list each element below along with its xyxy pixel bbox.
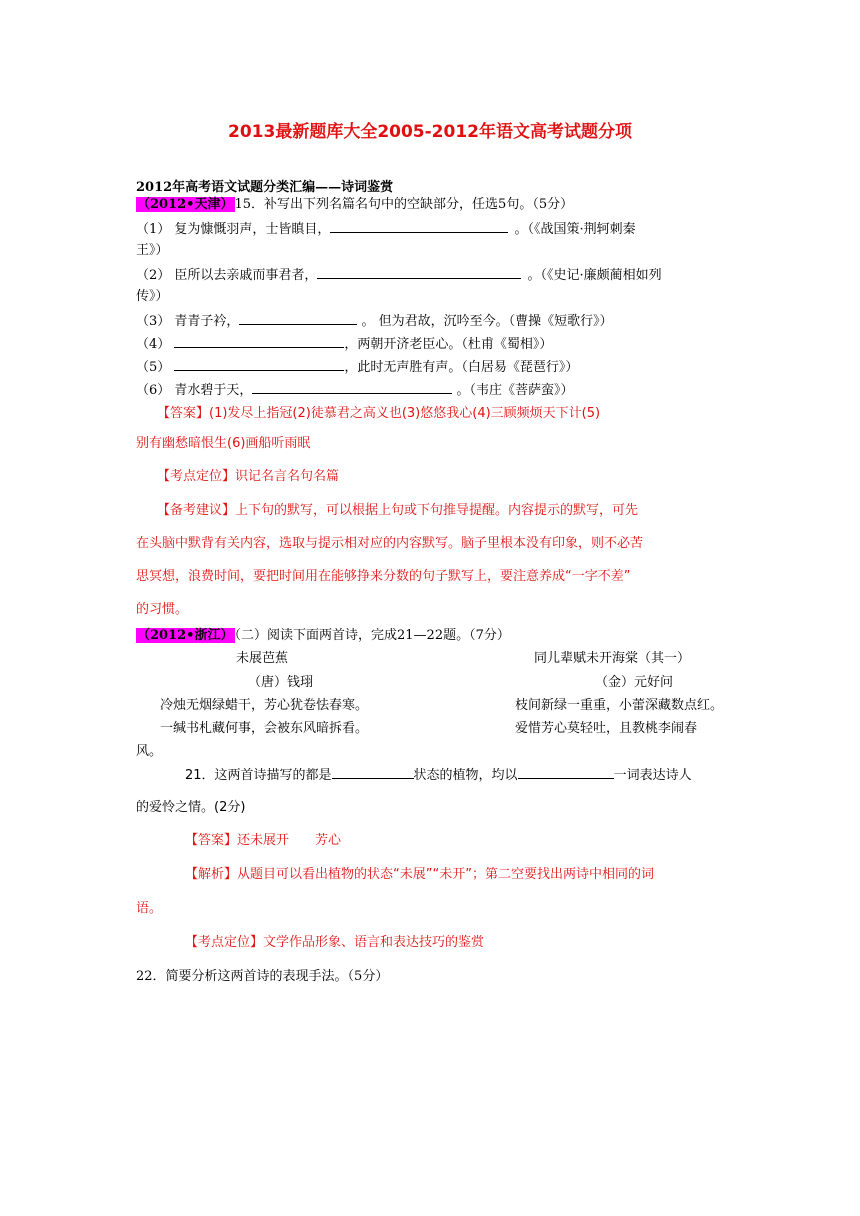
item-number: （1） <box>136 222 171 237</box>
item-source: ，两朝开济老臣心。（杜甫《蜀相》） <box>344 337 553 352</box>
zhejiang-intro <box>136 625 510 647</box>
poem2-author: （金）元好问 <box>595 675 674 690</box>
tianjin-answer-l1: 【答案】(1)发尽上指冠(2)徒慕君之高义也(3)悠悠我心(4)三顾频烦天下计(5) <box>157 406 601 421</box>
section-heading: 2012年高考语文试题分类汇编——诗词鉴赏 <box>136 180 394 195</box>
q21-text-c: 一词表达诗人 <box>613 768 692 783</box>
item-2-cont: 传》） <box>136 289 169 304</box>
q21-answer: 【答案】还未展开 芳心 <box>185 833 342 848</box>
tianjin-source-tag: （2012•天津） <box>137 197 234 212</box>
item-5 <box>136 356 578 379</box>
zhejiang-source-tag: （2012•浙江） <box>137 628 234 643</box>
tianjin-question <box>136 194 573 216</box>
poem1-title: 未展芭蕉 <box>236 651 289 666</box>
blank-line <box>518 764 614 779</box>
q15-text: 15．补写出下列名篇名句中的空缺部分，任选5句。（5分） <box>234 197 574 212</box>
jiexi-l2: 语。 <box>136 901 163 916</box>
poem1-author: （唐）钱珝 <box>248 675 314 690</box>
beikao-l1: 【备考建议】上下句的默写，可以根据上句或下句推导提醒。内容提示的默写，可先 <box>157 503 639 518</box>
blank-line <box>174 356 344 371</box>
poem1-line2: 一缄书札藏何事，会被东风暗拆看。 <box>160 721 369 736</box>
jiexi-l1: 【解析】从题目可以看出植物的状态“未展”“未开”；第二空要找出两诗中相同的词 <box>185 867 654 882</box>
blank-line <box>239 310 357 325</box>
q21-text-b: 状态的植物，均以 <box>413 768 518 783</box>
beikao-l3: 思冥想，浪费时间，要把时间用在能够挣来分数的句子默写上，要注意养成“一字不差” <box>136 569 631 584</box>
tianjin-kaodian: 【考点定位】识记名言名句名篇 <box>157 469 340 484</box>
item-2 <box>136 264 662 287</box>
beikao-l2: 在头脑中默背有关内容，选取与提示相对应的内容默写。脑子里根本没有印象，则不必苦 <box>136 536 644 551</box>
item-source: 。 但为君故，沉吟至今。（曹操《短歌行》） <box>361 314 613 329</box>
q21-line2: 的爱怜之情。(2分) <box>136 800 246 815</box>
item-source: 。（《战国策·荆轲刺秦 <box>514 222 636 237</box>
poem2-line2: 爱惜芳心莫轻吐，且教桃李闹春 <box>515 721 698 736</box>
item-1 <box>136 218 636 241</box>
item-text: 复为慷慨羽声，士皆瞋目， <box>174 222 331 237</box>
beikao-l4: 的习惯。 <box>136 602 189 617</box>
poem2-line2-cont: 风。 <box>136 744 163 759</box>
blank-line <box>330 218 508 233</box>
zhejiang-kaodian: 【考点定位】文学作品形象、语言和表达技巧的鉴赏 <box>185 935 485 950</box>
poem2-title: 同儿辈赋未开海棠（其一） <box>534 651 691 666</box>
item-source: 。（韦庄《菩萨蛮》） <box>456 383 574 398</box>
q22: 22．简要分析这两首诗的表现手法。（5分） <box>136 969 389 984</box>
item-source: ，此时无声胜有声。（白居易《琵琶行》） <box>344 360 579 375</box>
item-text: 青青子衿， <box>174 314 240 329</box>
item-4 <box>136 333 552 356</box>
item-text: 臣所以去亲戚而事君者， <box>174 268 318 283</box>
blank-line <box>332 764 414 779</box>
item-6 <box>136 379 573 402</box>
item-number: （2） <box>136 268 171 283</box>
q21-text-a: 21．这两首诗描写的都是 <box>185 768 332 783</box>
zhejiang-intro-text: （二）阅读下面两首诗，完成21—22题。（7分） <box>234 628 510 643</box>
blank-line <box>317 264 521 279</box>
poem1-line1: 冷烛无烟绿蜡干，芳心犹卷怯春寒。 <box>160 698 369 713</box>
item-number: （6） <box>136 383 171 398</box>
poem2-line1: 枝间新绿一重重，小蕾深藏数点红。 <box>515 698 724 713</box>
blank-line <box>174 333 344 348</box>
item-3 <box>136 310 613 333</box>
q21-line1 <box>185 764 692 787</box>
item-text: 青水碧于天， <box>174 383 253 398</box>
item-number: （4） <box>136 337 171 352</box>
item-1-cont: 王》） <box>136 243 169 258</box>
item-source: 。（《史记·廉颇蔺相如列 <box>527 268 662 283</box>
tianjin-answer-l2: 别有幽愁暗恨生(6)画船听雨眠 <box>136 436 311 451</box>
item-number: （3） <box>136 314 171 329</box>
page-title: 2013最新题库大全2005-2012年语文高考试题分项 <box>228 122 632 142</box>
blank-line <box>252 379 452 394</box>
item-number: （5） <box>136 360 171 375</box>
